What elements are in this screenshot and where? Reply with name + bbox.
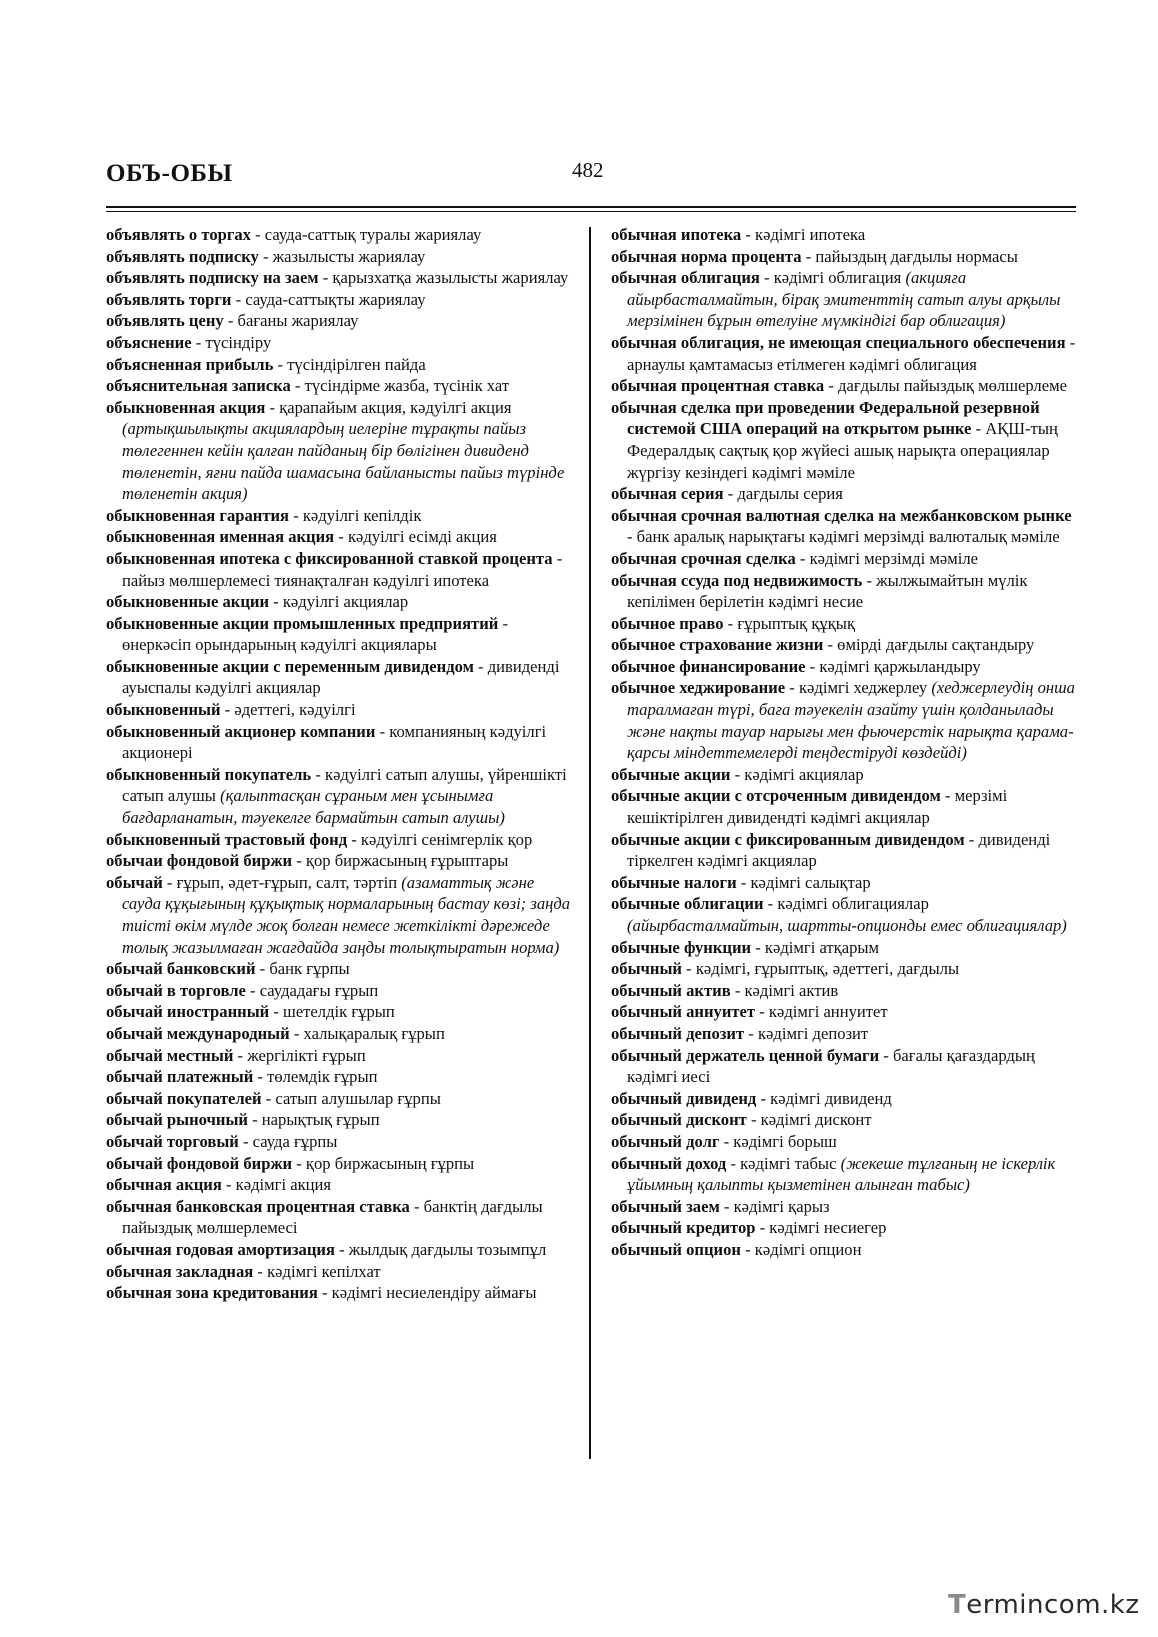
running-head: ОБЪ-ОБЫ xyxy=(106,160,233,187)
header-rule-thick xyxy=(106,206,1076,208)
page-number: 482 xyxy=(572,158,604,182)
entry-term: объявлять подписку на заем xyxy=(106,268,319,288)
dictionary-entry xyxy=(611,958,1081,980)
entry-definition: - сауда-саттықты жариялау xyxy=(231,289,426,309)
entry-definition: - қарызхатқа жазылысты жариялау xyxy=(318,268,569,288)
entry-definition: - кәдімгі табыс xyxy=(726,1153,841,1173)
entry-term: обычная норма процента xyxy=(611,246,802,266)
entry-term: обыкновенные акции с переменным дивидендом xyxy=(106,656,474,676)
entry-term: объявлять подписку xyxy=(106,246,259,266)
dictionary-entry xyxy=(106,1261,572,1283)
entry-term: обычай торговый xyxy=(106,1131,239,1151)
entry-definition: - сауда-саттық туралы жариялау xyxy=(250,225,482,244)
entry-definition: - кәдуілгі кепілдік xyxy=(289,505,422,525)
entry-term: обычный депозит xyxy=(611,1023,745,1043)
dictionary-entry xyxy=(611,1131,1081,1153)
entry-term: обычное страхование жизни xyxy=(611,635,824,655)
entry-definition: - кәдімгі қарыз xyxy=(719,1196,830,1216)
dictionary-entry xyxy=(106,764,572,829)
dictionary-entry xyxy=(106,656,572,699)
dictionary-entry xyxy=(611,1153,1081,1196)
dictionary-entry xyxy=(106,958,572,980)
dictionary-entry xyxy=(611,893,1081,936)
dictionary-entry xyxy=(611,677,1081,763)
entry-definition: - банк ғұрпы xyxy=(255,959,350,979)
entry-definition: - кәдімгі акциялар xyxy=(730,764,864,784)
entry-term: обычай в торговле xyxy=(106,980,246,1000)
entry-definition: - дағдылы пайыздық мөлшерлеме xyxy=(824,376,1067,396)
entry-term: обыкновенный акционер компании xyxy=(106,721,376,741)
right-column xyxy=(611,224,1081,1261)
entry-term: обычный xyxy=(611,959,682,979)
entry-term: обычный актив xyxy=(611,980,731,1000)
dictionary-entry xyxy=(106,332,572,354)
dictionary-entry xyxy=(106,526,572,548)
dictionary-entry xyxy=(611,613,1081,635)
entry-term: обыкновенная гарантия xyxy=(106,505,290,525)
logo-initial: T xyxy=(948,1590,967,1620)
entry-term: обыкновенная именная акция xyxy=(106,527,335,547)
entry-term: обычные акции с отсроченным дивидендом xyxy=(611,786,941,806)
entry-term: обычные функции xyxy=(611,937,752,957)
entry-definition: - кәдімгі дисконт xyxy=(746,1110,872,1130)
page-header xyxy=(106,158,1076,198)
entry-definition: - кәдімгі опцион xyxy=(740,1239,862,1259)
entry-note: (артықшылықты акциялардың иелеріне тұрақты пайыз төлегеннен кейін қалған пайданың бір бөлігінен дивиденд төленетін, яғни пайда шамасына байланысты пайыз түрінде төленетін акция) xyxy=(122,419,565,504)
entry-definition: - мерзімі кешіктірілген дивидендті кәдімгі акциялар xyxy=(627,786,1008,828)
entry-term: обычная серия xyxy=(611,484,724,504)
entry-term: обыкновенные акции промышленных предприятий xyxy=(106,613,499,633)
column-divider xyxy=(589,227,591,1459)
entry-term: обычай платежный xyxy=(106,1067,254,1087)
dictionary-entry xyxy=(611,829,1081,872)
dictionary-entry xyxy=(106,1282,572,1304)
entry-note: (азаматтық және сауда құқығының құқықтық нормаларының бастау көзі; заңда тиісті өкім мүлде жоқ болған немесе жеткілікті дәрежеде толық жазылмаған жағдайда заңды толықтыратын норма) xyxy=(122,872,571,957)
logo-text: ermincom.kz xyxy=(966,1590,1140,1620)
dictionary-entry xyxy=(106,289,572,311)
dictionary-entry xyxy=(611,1196,1081,1218)
entry-definition: - банктің дағдылы пайыздық мөлшерлемесі xyxy=(122,1196,543,1238)
entry-definition: - арнаулы қамтамасыз етілмеген кәдімгі облигация xyxy=(627,332,1076,374)
dictionary-entry xyxy=(611,397,1081,483)
dictionary-entry xyxy=(106,246,572,268)
entry-term: обычный заем xyxy=(611,1196,720,1216)
entry-term: обычная акция xyxy=(106,1175,222,1195)
entry-term: обыкновенные акции xyxy=(106,592,270,612)
entry-note: (акцияға айырбасталмайтын, бірақ эмитенттің сатып алуы арқылы мерзімінен бұрын өтелуіне мүмкіндігі бар облигация) xyxy=(627,268,1061,331)
entry-term: обычные облигации xyxy=(611,894,764,914)
entry-definition: - қор биржасының ғұрыптары xyxy=(292,851,509,871)
dictionary-entry xyxy=(611,937,1081,959)
dictionary-entry xyxy=(611,1109,1081,1131)
dictionary-entry xyxy=(106,872,572,958)
entry-note: (айырбасталмайтын, шартты-опционды емес облигациялар) xyxy=(627,916,1067,935)
entry-term: обычная зона кредитования xyxy=(106,1283,318,1303)
dictionary-entry xyxy=(106,721,572,764)
entry-term: обычные акции xyxy=(611,764,731,784)
dictionary-entry xyxy=(611,548,1081,570)
entry-term: обыкновенная акция xyxy=(106,397,266,417)
entry-term: обычная закладная xyxy=(106,1261,254,1281)
entry-definition: - банк аралық нарықтағы кәдімгі мерзімді валюталық мәміле xyxy=(627,527,1060,547)
entry-definition: - кәдімгі депозит xyxy=(744,1023,869,1043)
entry-definition: - кәдуілгі есімді акция xyxy=(334,527,497,547)
entry-term: обычная облигация xyxy=(611,268,760,288)
dictionary-entry xyxy=(106,1109,572,1131)
entry-definition: - нарықтық ғұрып xyxy=(247,1110,380,1130)
entry-term: обычное право xyxy=(611,613,724,633)
entry-definition: - жылдық дағдылы тозымпұл xyxy=(334,1239,547,1259)
dictionary-entry xyxy=(106,397,572,505)
entry-term: обычная ссуда под недвижимость xyxy=(611,570,863,590)
dictionary-entry xyxy=(611,634,1081,656)
dictionary-entry xyxy=(106,613,572,656)
entry-definition: - қор биржасының ғұрпы xyxy=(292,1153,475,1173)
entry-term: обыкновенный трастовый фонд xyxy=(106,829,348,849)
entry-term: обычный дисконт xyxy=(611,1110,747,1130)
entry-definition: - АҚШ-тың Федералдық сақтық қор жүйесі ашық нарықта операциялар жүргізу кезіндегі кәдімгі мәміле xyxy=(627,419,1058,482)
entry-term: объявлять цену xyxy=(106,311,224,331)
entry-definition: - кәдімгі облигациялар xyxy=(763,894,929,914)
dictionary-entry xyxy=(611,224,1081,246)
entry-term: обычай иностранный xyxy=(106,1002,270,1022)
dictionary-entry xyxy=(611,1088,1081,1110)
dictionary-entry xyxy=(106,1088,572,1110)
dictionary-entry xyxy=(106,1174,572,1196)
dictionary-entry xyxy=(106,224,572,246)
entry-definition: - кәдімгі несиегер xyxy=(755,1218,887,1238)
dictionary-entry xyxy=(106,1023,572,1045)
dictionary-entry xyxy=(611,785,1081,828)
dictionary-entry xyxy=(611,570,1081,613)
dictionary-entry xyxy=(611,1023,1081,1045)
entry-term: обычные акции с фиксированным дивидендом xyxy=(611,829,965,849)
entry-term: обычный доход xyxy=(611,1153,727,1173)
dictionary-entry xyxy=(611,1239,1081,1261)
dictionary-entry xyxy=(106,829,572,851)
dictionary-entry xyxy=(106,1066,572,1088)
dictionary-entry xyxy=(106,548,572,591)
entry-definition: - саудадағы ғұрып xyxy=(245,980,379,1000)
entry-definition: - әдеттегі, кәдуілгі xyxy=(220,700,356,720)
dictionary-entry xyxy=(106,1239,572,1261)
entry-term: обычная сделка при проведении Федеральной резервной системой США операций на открытом рынке xyxy=(611,397,1040,439)
entry-note: (хеджерлеудің онша таралмаған түрі, баға тәуекелін азайту үшін қолданылады және нақты тауар нарығы мен фьючерстік нарықта қарама-қарсы міндеттемелерді теңдестіруді көздейді) xyxy=(627,678,1075,763)
entry-definition: - кәдімгі облигация xyxy=(759,268,906,288)
dictionary-entry xyxy=(106,591,572,613)
entry-definition: - дивиденді ауыспалы кәдуілгі акциялар xyxy=(122,656,560,698)
entry-definition: - түсіндірме жазба, түсінік хат xyxy=(290,376,510,396)
entry-term: обычная срочная сделка xyxy=(611,548,796,568)
entry-definition: - сатып алушылар ғұрпы xyxy=(261,1088,441,1108)
entry-term: обычная облигация, не имеющая специального обеспечения xyxy=(611,332,1066,352)
entry-definition: - халықаралық ғұрып xyxy=(289,1023,445,1043)
entry-note: (қалыптасқан сұраным мен ұсынымға бағдарланатын, тәуекелге бармайтын сатып алушы) xyxy=(122,786,505,828)
entry-term: обычная банковская процентная ставка xyxy=(106,1196,410,1216)
dictionary-entry xyxy=(106,354,572,376)
entry-definition: - кәдімгі дивиденд xyxy=(756,1088,892,1108)
dictionary-entry xyxy=(611,872,1081,894)
entry-term: обычай местный xyxy=(106,1045,234,1065)
entry-term: обыкновенный покупатель xyxy=(106,764,312,784)
dictionary-entry xyxy=(611,764,1081,786)
entry-term: обычай банковский xyxy=(106,959,256,979)
entry-definition: - қарапайым акция, кәдуілгі акция xyxy=(265,397,512,417)
entry-definition: - пайыз мөлшерлемесі тиянақталған кәдуілгі ипотека xyxy=(122,548,563,590)
entry-term: объяснительная записка xyxy=(106,376,291,396)
entry-term: объявлять о торгах xyxy=(106,225,251,244)
entry-term: обычная ипотека xyxy=(611,225,742,244)
entry-definition: - кәдімгі, ғұрыптық, әдеттегі, дағдылы xyxy=(682,959,960,979)
entry-definition: - өмірді дағдылы сақтандыру xyxy=(823,635,1035,655)
entry-definition: - кәдімгі салықтар xyxy=(736,872,871,892)
entry-definition: - жергілікті ғұрып xyxy=(233,1045,366,1065)
entry-term: обычные налоги xyxy=(611,872,737,892)
entry-term: обычаи фондовой биржи xyxy=(106,851,293,871)
entry-definition: - шетелдік ғұрып xyxy=(269,1002,395,1022)
entry-term: обычай рыночный xyxy=(106,1110,248,1130)
entry-definition: - кәдімгі акция xyxy=(221,1175,332,1195)
entry-term: обыкновенная ипотека с фиксированной ставкой процента xyxy=(106,548,553,568)
entry-definition: - кәдуілгі сенімгерлік қор xyxy=(347,829,533,849)
dictionary-entry xyxy=(611,267,1081,332)
entry-term: обычный держатель ценной бумаги xyxy=(611,1045,880,1065)
entry-term: обычное финансирование xyxy=(611,656,806,676)
dictionary-entry xyxy=(611,1217,1081,1239)
entry-term: обычная срочная валютная сделка на межбанковском рынке xyxy=(611,505,1072,525)
entry-term: обычный кредитор xyxy=(611,1218,756,1238)
entry-term: обычная годовая амортизация xyxy=(106,1239,335,1259)
entry-definition: - кәдуілгі сатып алушы, үйреншікті сатып алушы xyxy=(122,764,567,806)
dictionary-entry xyxy=(106,1045,572,1067)
entry-definition: - кәдімгі мерзімді мәміле xyxy=(795,548,978,568)
entry-term: объясненная прибыль xyxy=(106,354,274,374)
entry-definition: - кәдімгі кепілхат xyxy=(253,1261,381,1281)
dictionary-entry xyxy=(611,980,1081,1002)
entry-definition: - пайыздың дағдылы нормасы xyxy=(801,246,1018,266)
header-rule-thin xyxy=(106,211,1076,212)
dictionary-entry xyxy=(611,483,1081,505)
entry-term: обычай покупателей xyxy=(106,1088,262,1108)
dictionary-entry xyxy=(106,699,572,721)
dictionary-entry xyxy=(611,1045,1081,1088)
entry-term: обычай xyxy=(106,872,163,892)
entry-note: (жекеше тұлғаның не іскерлік ұйымның қалыпты қызметінен алынған табыс) xyxy=(627,1153,1056,1195)
entry-term: обыкновенный xyxy=(106,700,221,720)
entry-term: объявлять торги xyxy=(106,289,232,309)
dictionary-entry xyxy=(611,375,1081,397)
entry-term: обычный дивиденд xyxy=(611,1088,757,1108)
dictionary-entry xyxy=(106,1001,572,1023)
dictionary-entry xyxy=(611,332,1081,375)
entry-term: обычай фондовой биржи xyxy=(106,1153,293,1173)
entry-definition: - дағдылы серия xyxy=(723,484,843,504)
entry-definition: - кәдімгі атқарым xyxy=(751,937,880,957)
entry-definition: - сауда ғұрпы xyxy=(238,1131,338,1151)
entry-definition: - кәдуілгі акциялар xyxy=(269,592,409,612)
dictionary-entry xyxy=(106,1196,572,1239)
entry-definition: - кәдімгі ипотека xyxy=(741,225,866,244)
dictionary-entry xyxy=(611,505,1081,548)
dictionary-entry xyxy=(106,1131,572,1153)
entry-definition: - дивиденді тіркелген кәдімгі акциялар xyxy=(627,829,1051,871)
entry-definition: - ғұрып, әдет-ғұрып, салт, тәртіп xyxy=(162,872,402,892)
entry-definition: - жазылысты жариялау xyxy=(258,246,426,266)
dictionary-entry xyxy=(106,267,572,289)
entry-definition: - төлемдік ғұрып xyxy=(253,1067,378,1087)
dictionary-entry xyxy=(106,310,572,332)
entry-term: обычный аннуитет xyxy=(611,1002,756,1022)
dictionary-entry xyxy=(106,850,572,872)
entry-term: обычный долг xyxy=(611,1131,720,1151)
entry-definition: - өнеркәсіп орындарының кәдуілгі акциялары xyxy=(122,613,509,655)
entry-definition: - компанияның кәдуілгі акционері xyxy=(122,721,547,763)
dictionary-entry xyxy=(106,505,572,527)
entry-definition: - кәдімгі хеджерлеу xyxy=(785,678,932,698)
site-logo xyxy=(948,1590,1140,1620)
dictionary-entry xyxy=(611,656,1081,678)
entry-definition: - кәдімгі аннуитет xyxy=(755,1002,888,1022)
dictionary-entry xyxy=(611,246,1081,268)
entry-definition: - ғұрыптық құқық xyxy=(723,613,856,633)
entry-definition: - кәдімгі борыш xyxy=(719,1131,837,1151)
dictionary-entry xyxy=(106,375,572,397)
entry-definition: - жылжымайтын мүлік кепілімен берілетін кәдімгі несие xyxy=(627,570,1028,612)
entry-term: обычный опцион xyxy=(611,1239,741,1259)
dictionary-entry xyxy=(611,1001,1081,1023)
entry-term: обычай международный xyxy=(106,1023,290,1043)
entry-definition: - бағалы қағаздардың кәдімгі иесі xyxy=(627,1045,1035,1087)
dictionary-entry xyxy=(106,980,572,1002)
entry-term: обычное хеджирование xyxy=(611,678,786,698)
entry-term: объяснение xyxy=(106,332,192,352)
entry-definition: - кәдімгі несиелендіру аймағы xyxy=(317,1283,537,1303)
left-column xyxy=(106,224,572,1304)
entry-definition: - кәдімгі қаржыландыру xyxy=(805,656,981,676)
entry-definition: - түсіндірілген пайда xyxy=(273,354,426,374)
entry-definition: - кәдімгі актив xyxy=(730,980,839,1000)
entry-definition: - түсіндіру xyxy=(191,332,272,352)
entry-definition: - бағаны жариялау xyxy=(223,311,359,331)
entry-term: обычная процентная ставка xyxy=(611,376,825,396)
dictionary-entry xyxy=(106,1153,572,1175)
